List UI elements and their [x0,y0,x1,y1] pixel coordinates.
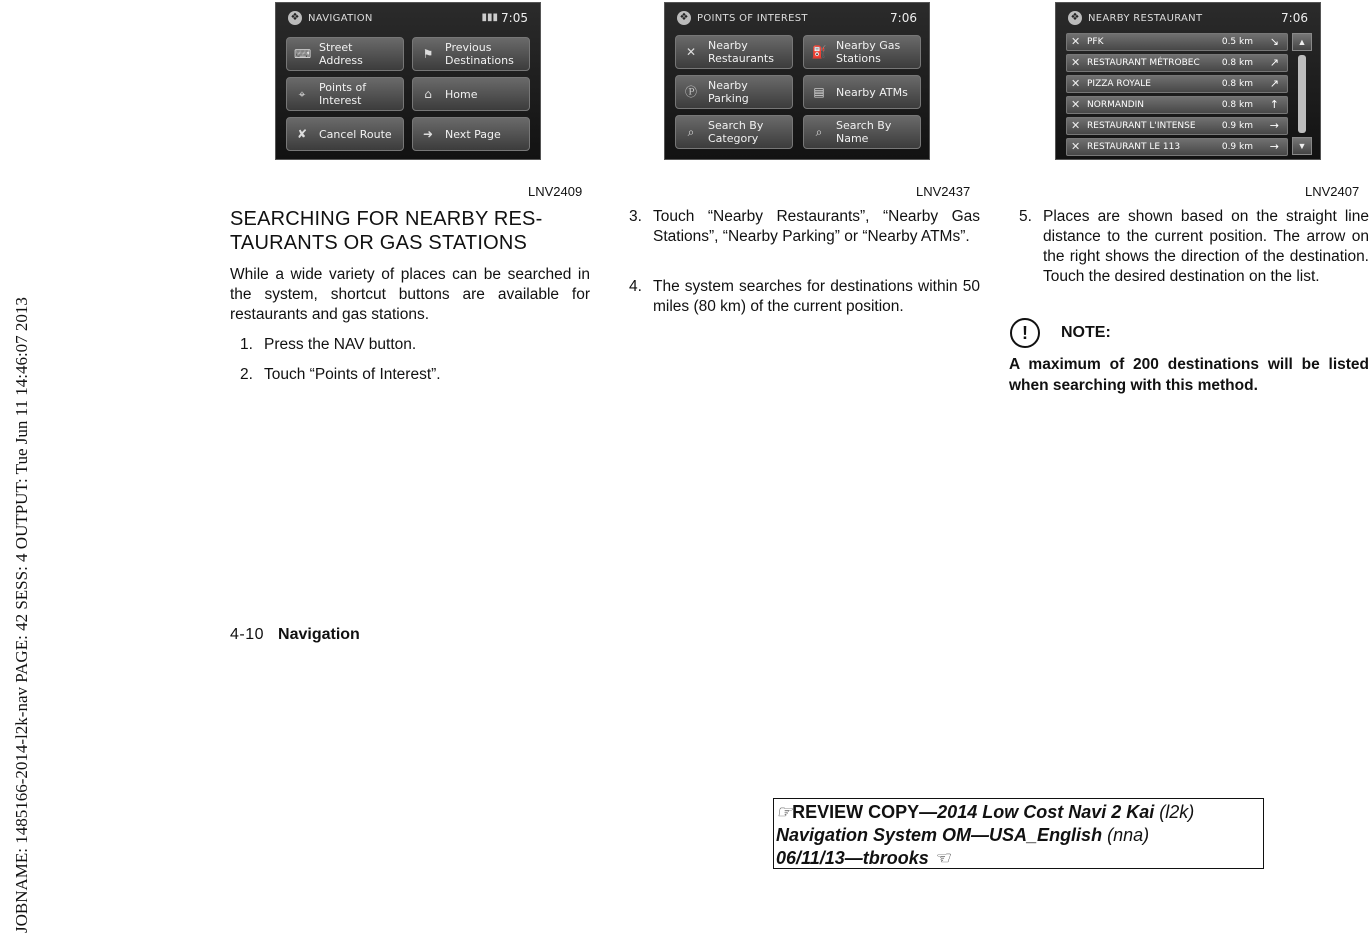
figure-navigation-screen [275,2,541,160]
points-of-interest-button[interactable] [286,77,404,111]
review-copy-box [773,798,1264,869]
scroll-track[interactable] [1298,55,1306,133]
menu-icon: ❖ [288,11,302,25]
restaurant-name: RESTAURANT MÉTROBEC [1087,58,1200,68]
pointing-hand-left-icon: ☜ [933,848,950,868]
figure-nearby-restaurant-screen [1055,2,1321,160]
gas-pump-icon: ⛽ [811,45,827,59]
step-text: Touch “Nearby Restaurants”, “Nearby Gas Stations”, “Nearby Parking” or “Nearby ATMs”. [653,208,980,245]
button-label: Search By Name [836,119,892,145]
previous-destinations-button[interactable] [412,37,530,71]
button-label: Search By Category [708,119,764,145]
keyboard-icon: ⌨ [294,47,312,61]
job-info-text: JOBNAME: 1485166-2014-l2k-nav PAGE: 42 SESS: 4 OUTPUT: Tue Jun 11 14:46:07 2013 [12,297,31,933]
nearby-gas-stations-button[interactable] [803,35,921,69]
search-by-name-button[interactable] [803,115,921,149]
restaurant-distance: 0.9 km [1221,121,1253,131]
fork-knife-icon: ✕ [1071,98,1081,111]
screen-title: NEARBY RESTAURANT [1088,13,1203,24]
direction-arrow-icon: → [1269,140,1279,153]
review-book-title: 2014 Low Cost Navi 2 Kai [937,802,1155,822]
pointing-hand-right-icon: ☞ [776,802,793,822]
button-label: Cancel Route [319,127,392,141]
note-title: NOTE: [1061,324,1111,341]
search-category-icon: ⌕ [687,125,695,139]
restaurant-list-item[interactable] [1066,54,1288,72]
button-label: Nearby Restaurants [708,39,774,65]
street-address-button[interactable] [286,37,404,71]
fork-knife-icon: ✕ [1071,140,1081,153]
restaurant-list-item[interactable] [1066,75,1288,93]
step-number: 4. [629,278,642,295]
note-text: A maximum of 200 destinations will be listed when searching with this method. [1009,356,1369,394]
note-exclamation-icon: ! [1010,318,1040,348]
nearby-atms-button[interactable] [803,75,921,109]
step-number: 3. [629,208,642,225]
restaurant-list-item[interactable] [1066,117,1288,135]
direction-arrow-icon: ↗ [1269,56,1279,69]
restaurant-name: PFK [1087,37,1104,47]
job-info-sidebar [0,0,31,948]
review-label: REVIEW COPY— [792,802,938,822]
page-footer [230,626,360,644]
flag-icon: ⚑ [422,47,434,61]
step-number: 2. [240,366,253,383]
nearby-restaurants-button[interactable] [675,35,793,69]
restaurant-name: PIZZA ROYALE [1087,79,1151,89]
restaurant-distance: 0.5 km [1221,37,1253,47]
fork-knife-icon: ✕ [685,45,697,59]
cancel-route-icon: ✘ [296,127,308,141]
screen-header [665,3,929,33]
section-heading: SEARCHING FOR NEARBY RES-TAURANTS OR GAS STATIONS [230,208,543,254]
figure-caption: LNV2409 [528,184,583,199]
review-book-code: (l2k) [1154,802,1195,822]
review-line-3 [776,847,1263,870]
nearby-parking-button[interactable] [675,75,793,109]
step-text: Touch “Points of Interest”. [264,366,441,383]
intro-paragraph: While a wide variety of places can be searched in the system, shortcut buttons are available for restaurants and gas stations. [230,266,590,323]
step-text: Press the NAV button. [264,336,417,353]
next-page-button[interactable] [412,117,530,151]
button-label: Home [445,87,478,101]
restaurant-name: RESTAURANT L'INTENSE [1087,121,1196,131]
screen-header [1056,3,1320,33]
fork-knife-icon: ✕ [1071,35,1081,48]
button-label: Nearby Parking [708,79,749,105]
button-label: Street Address [319,41,363,67]
restaurant-distance: 0.8 km [1221,58,1253,68]
direction-arrow-icon: ↑ [1269,98,1279,111]
screen-header [276,3,540,33]
button-label: Previous Destinations [445,41,514,67]
cancel-route-button[interactable] [286,117,404,151]
step-number: 5. [1019,208,1032,225]
step-text: Places are shown based on the straight line distance to the current position. The arrow on the right shows the direction of the destination. Touch the desired destination on the list. [1043,208,1369,285]
menu-icon: ❖ [1068,11,1082,25]
search-name-icon: ⌕ [815,125,823,139]
figure-poi-screen [664,2,930,160]
restaurant-list-item[interactable] [1066,96,1288,114]
figure-caption: LNV2407 [1305,184,1360,199]
button-label: Nearby ATMs [836,85,908,99]
restaurant-list-item[interactable] [1066,138,1288,156]
restaurant-list-item[interactable] [1066,33,1288,51]
review-region-code: (nna) [1102,825,1150,845]
scroll-down-button[interactable]: ▼ [1292,137,1312,155]
next-page-icon: ➜ [422,127,434,141]
fork-knife-icon: ✕ [1071,56,1081,69]
pin-icon: ⌖ [298,87,306,101]
list-scrollbar[interactable] [1292,33,1312,155]
page-number: 4-10 [230,626,265,643]
restaurant-name: NORMANDIN [1087,100,1145,110]
fork-knife-icon: ✕ [1071,119,1081,132]
step-text: The system searches for destinations within 50 miles (80 km) of the current position. [653,278,980,315]
review-manual-name: Navigation System OM—USA_English [776,825,1103,845]
step-number: 1. [240,336,253,353]
review-line-2 [776,824,1263,847]
scroll-up-button[interactable]: ▲ [1292,33,1312,51]
restaurant-distance: 0.9 km [1221,142,1253,152]
button-label: Nearby Gas Stations [836,39,901,65]
menu-icon: ❖ [677,11,691,25]
review-line-1 [776,801,1263,824]
section-name: Navigation [278,626,360,643]
fork-knife-icon: ✕ [1071,77,1081,90]
screen-title: NAVIGATION [308,13,373,24]
restaurant-distance: 0.8 km [1221,100,1253,110]
home-button[interactable] [412,77,530,111]
restaurant-distance: 0.8 km [1221,79,1253,89]
review-date-author: 06/11/13—tbrooks [776,848,929,868]
search-by-category-button[interactable] [675,115,793,149]
screen-clock: 7:06 [890,11,917,25]
screen-title: POINTS OF INTEREST [697,13,808,24]
screen-clock: 7:05 [501,11,528,25]
parking-icon: Ⓟ [684,85,697,99]
home-icon: ⌂ [424,87,432,101]
direction-arrow-icon: ↘ [1269,35,1279,48]
button-label: Points of Interest [319,81,367,107]
figure-caption: LNV2437 [916,184,971,199]
signal-icon: ▮▮▮ [481,12,498,23]
button-label: Next Page [445,127,501,141]
screen-clock: 7:06 [1281,11,1308,25]
direction-arrow-icon: → [1269,119,1279,132]
direction-arrow-icon: ↗ [1269,77,1279,90]
atm-icon: ▤ [813,85,825,99]
restaurant-name: RESTAURANT LE 113 [1087,142,1181,152]
